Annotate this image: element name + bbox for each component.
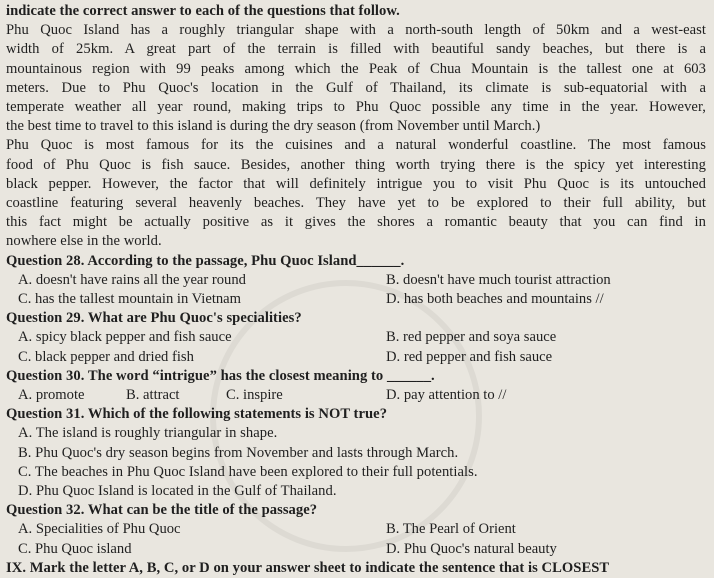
option-b[interactable]: B. doesn't have much tourist attraction <box>386 271 611 288</box>
passage-line: nowhere else in the world. <box>6 233 162 250</box>
question-stem: Question 32. What can be the title of the passage? <box>6 502 318 519</box>
option-c[interactable]: C. has the tallest mountain in Vietnam <box>18 291 241 308</box>
option-d[interactable]: D. Phu Quoc's natural beauty <box>386 540 557 557</box>
passage-line: food of Phu Quoc is fish sauce. Besides, another thing worth trying there is the spicy yet interesting <box>6 156 706 173</box>
option-d[interactable]: D. has both beaches and mountains // <box>386 291 604 308</box>
question-30 <box>6 367 706 405</box>
passage-line: Phu Quoc Island has a roughly triangular shape with a north-south length of 50km and a west-east <box>6 22 706 39</box>
option-d[interactable]: D. pay attention to // <box>386 387 507 404</box>
option-b[interactable]: B. Phu Quoc's dry season begins from November and lasts through March. <box>18 444 459 461</box>
option-a[interactable]: A. Specialities of Phu Quoc <box>18 521 181 538</box>
question-29 <box>6 309 706 367</box>
option-c[interactable]: C. The beaches in Phu Quoc Island have been explored to their full potentials. <box>18 463 478 480</box>
question-stem: Question 28. According to the passage, Phu Quoc Island______. <box>6 252 405 269</box>
option-b[interactable]: B. red pepper and soya sauce <box>386 329 557 346</box>
passage-line: coastline featuring several heavenly beaches. They have yet to be explored to their full ability, but <box>6 195 706 212</box>
passage-line: Phu Quoc is most famous for its the cuisines and a natural wonderful coastline. The most famous <box>6 137 706 154</box>
question-stem: Question 31. Which of the following statements is NOT true? <box>6 406 388 423</box>
question-31 <box>6 405 706 501</box>
question-stem: Question 30. The word “intrigue” has the closest meaning to ______. <box>6 367 435 384</box>
passage-line: this fact might be actually positive as it gives the shores a romantic beauty that you can find in <box>6 214 706 231</box>
passage-line: the best time to travel to this island is during the dry season (from November until March.) <box>6 118 541 135</box>
section-ix-instruction: IX. Mark the letter A, B, C, or D on your answer sheet to indicate the sentence that is CLOSEST <box>6 559 610 576</box>
passage-line: temperate weather all year round, making trips to Phu Quoc possible any time in the year. However, <box>6 99 706 116</box>
option-b[interactable]: B. attract <box>126 387 180 404</box>
passage-line: width of 25km. A great part of the terrain is filled with beautiful sandy beaches, but there is a <box>6 41 706 58</box>
question-stem: Question 29. What are Phu Quoc's specialities? <box>6 310 302 327</box>
option-c[interactable]: C. black pepper and dried fish <box>18 348 194 365</box>
option-a[interactable]: A. spicy black pepper and fish sauce <box>18 329 232 346</box>
option-d[interactable]: D. Phu Quoc Island is located in the Gulf of Thailand. <box>18 483 337 500</box>
option-c[interactable]: C. inspire <box>226 387 283 404</box>
option-b[interactable]: B. The Pearl of Orient <box>386 521 516 538</box>
option-c[interactable]: C. Phu Quoc island <box>18 540 132 557</box>
option-a[interactable]: A. The island is roughly triangular in shape. <box>18 425 278 442</box>
passage <box>6 2 706 252</box>
passage-line: meters. Due to Phu Quoc's location in the Gulf of Thailand, its climate is sub-equatorial with a <box>6 79 706 96</box>
option-d[interactable]: D. red pepper and fish sauce <box>386 348 553 365</box>
option-a[interactable]: A. doesn't have rains all the year round <box>18 271 246 288</box>
option-a[interactable]: A. promote <box>18 387 85 404</box>
passage-line: mountainous region with 99 peaks among which the Peak of Chua Mountain is the tallest one at 603 <box>6 60 706 77</box>
question-32 <box>6 501 706 559</box>
passage-line: black pepper. However, the factor that will definitely intrigue you to visit Phu Quoc is its untouched <box>6 175 706 192</box>
question-28 <box>6 252 706 310</box>
instruction-line: indicate the correct answer to each of the questions that follow. <box>6 3 400 19</box>
